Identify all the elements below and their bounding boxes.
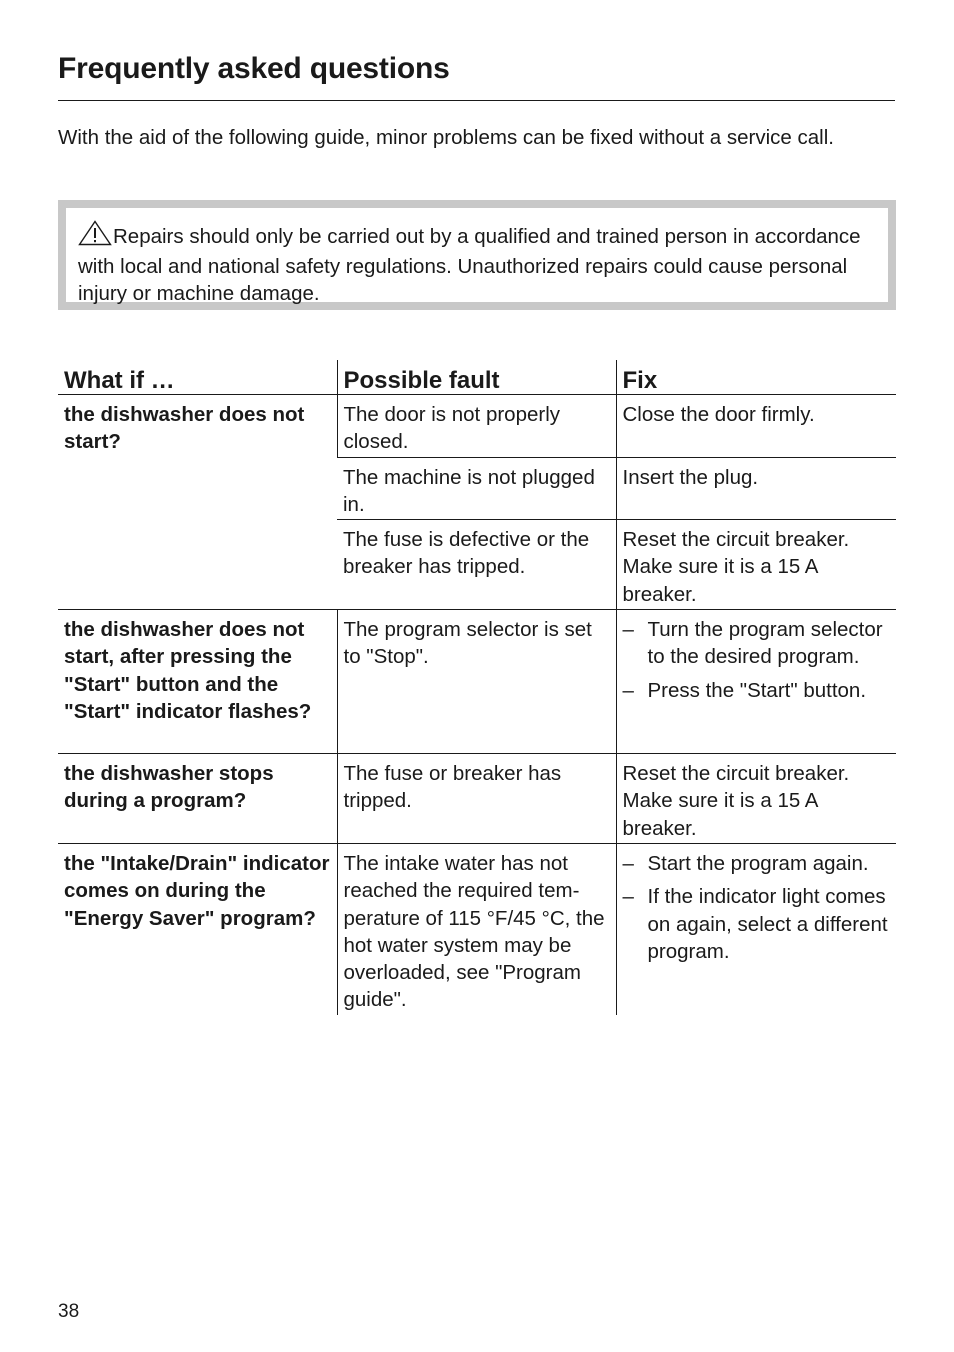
warning-inner bbox=[66, 208, 888, 305]
table-header-row bbox=[58, 360, 896, 395]
page-title: Frequently asked questions bbox=[58, 52, 450, 85]
header-possible-fault: Possible fault bbox=[337, 360, 616, 395]
intro-paragraph: With the aid of the following guide, minor problems can be fixed without a service call. bbox=[58, 126, 834, 149]
fix-cell: Reset the circuit breaker. Make sure it is a 15 A breaker. bbox=[616, 520, 896, 610]
header-fix: Fix bbox=[616, 360, 896, 395]
question-cell: the dishwasher stops during a program? bbox=[58, 754, 337, 844]
fix-list bbox=[623, 850, 891, 965]
question-cell: the "Intake/Drain" indicator comes on during the "Energy Saver" program? bbox=[58, 843, 337, 1014]
question-cell: the dishwasher does not start? bbox=[64, 403, 305, 454]
fix-cell: Insert the plug. bbox=[616, 457, 896, 520]
table-row bbox=[58, 610, 896, 754]
table-row bbox=[58, 395, 896, 458]
fault-cell: The program selector is set to "Stop". bbox=[337, 610, 616, 754]
warning-triangle-icon bbox=[78, 220, 112, 253]
table-row bbox=[58, 843, 896, 1014]
fix-list bbox=[623, 616, 891, 704]
table-row bbox=[58, 754, 896, 844]
fault-cell: The fuse is defective or the breaker has tripped. bbox=[337, 520, 616, 610]
fix-list-item: – Press the "Start" button. bbox=[623, 677, 891, 704]
title-divider bbox=[58, 100, 895, 101]
fix-list-item: – Turn the program selector to the desired program. bbox=[623, 616, 891, 671]
fix-list-item: – If the indicator light comes on again, select a different program. bbox=[623, 883, 891, 965]
fault-cell: The machine is not plugged in. bbox=[337, 457, 616, 520]
warning-text: Repairs should only be carried out by a qualified and trained person in accordance with local and national safety regulations. Unauthorized repairs could cause personal injury or machine damage. bbox=[78, 225, 861, 305]
fix-cell bbox=[616, 610, 896, 754]
fix-cell bbox=[616, 843, 896, 1014]
faq-table bbox=[58, 360, 896, 1015]
fix-list-item: – Start the program again. bbox=[623, 850, 891, 877]
header-what-if: What if … bbox=[58, 360, 337, 395]
page-number: 38 bbox=[58, 1301, 80, 1322]
question-cell: the dishwasher does not start, after pressing the "Start" button and the "Start" indicator flashes? bbox=[58, 610, 337, 754]
fault-cell: The intake water has not reached the required temperature of 115 °F/45 °C, the hot water system may be overloaded, see "Program guide". bbox=[337, 843, 616, 1014]
fault-cell: The fuse or breaker has tripped. bbox=[337, 754, 616, 844]
fault-cell: The door is not properly closed. bbox=[337, 395, 616, 458]
fix-cell: Reset the circuit breaker. Make sure it is a 15 A breaker. bbox=[616, 754, 896, 844]
fix-cell: Close the door firmly. bbox=[616, 395, 896, 458]
warning-box bbox=[58, 200, 896, 310]
